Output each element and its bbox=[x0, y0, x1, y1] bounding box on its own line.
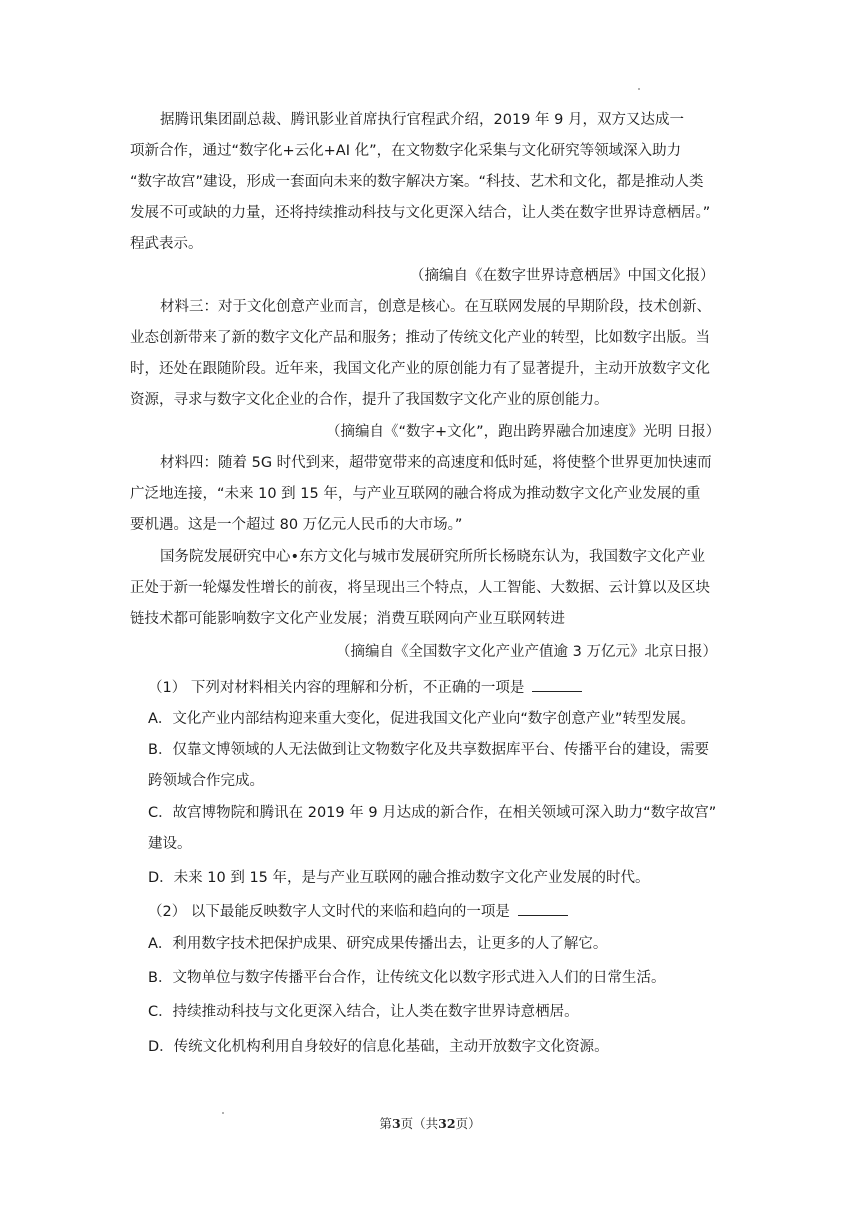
answer-blank bbox=[532, 677, 582, 692]
paragraph-line: 链技术都可能影响数字文化产业发展；消费互联网向产业互联网转进 bbox=[130, 611, 565, 627]
source-citation: （摘编自《在数字世界诗意栖居》中国文化报） bbox=[410, 268, 715, 284]
total-page-count: 32 bbox=[438, 1116, 456, 1131]
paragraph-line: 材料三：对于文化创意产业而言，创意是核心。在互联网发展的早期阶段，技术创新、 bbox=[160, 299, 711, 315]
question-2-text: （2） 以下最能反映数字人文时代的来临和趋向的一项是 bbox=[148, 904, 510, 920]
paragraph-line: 项新合作，通过“数字化+云化+AI 化”，在文物数字化采集与文化研究等领域深入助力 bbox=[130, 143, 682, 159]
footer-mid: 页（共 bbox=[400, 1116, 439, 1131]
current-page-number: 3 bbox=[391, 1116, 401, 1131]
paragraph-line: 要机遇。这是一个超过 80 万亿元人民币的大市场。” bbox=[130, 517, 463, 533]
paragraph-line: 国务院发展研究中心•东方文化与城市发展研究所所长杨晓东认为，我国数字文化产业 bbox=[160, 549, 706, 565]
footer-prefix: 第 bbox=[379, 1116, 392, 1131]
question-2-option-b: B．文物单位与数字传播平台合作，让传统文化以数字形式进入人们的日常生活。 bbox=[148, 970, 666, 986]
question-1-stem bbox=[148, 677, 582, 698]
question-1-option-b: B．仅靠文博领域的人无法做到让文物数字化及共享数据库平台、传播平台的建设，需要 bbox=[148, 742, 709, 758]
question-1-option-c-cont: 建设。 bbox=[148, 836, 192, 852]
paragraph-line: 程武表示。 bbox=[130, 236, 203, 252]
paragraph-line: 发展不可或缺的力量，还将持续推动科技与文化更深入结合，让人类在数字世界诗意栖居。” bbox=[130, 205, 711, 221]
paragraph-line: 资源，寻求与数字文化企业的合作，提升了我国数字文化产业的原创能力。 bbox=[130, 392, 609, 408]
answer-blank bbox=[518, 901, 568, 916]
question-2-option-a: A．利用数字技术把保护成果、研究成果传播出去，让更多的人了解它。 bbox=[148, 936, 608, 952]
question-1-option-d: D．未来 10 到 15 年，是与产业互联网的融合推动数字文化产业发展的时代。 bbox=[148, 870, 650, 886]
question-1-option-c: C．故宫博物院和腾讯在 2019 年 9 月达成的新合作，在相关领域可深入助力“数字故宫” bbox=[148, 805, 717, 821]
question-1-text: （1） 下列对材料相关内容的理解和分析，不正确的一项是 bbox=[148, 680, 525, 696]
question-2-option-d: D．传统文化机构利用自身较好的信息化基础，主动开放数字文化资源。 bbox=[148, 1039, 609, 1055]
paragraph-line: 据腾讯集团副总裁、腾讯影业首席执行官程武介绍，2019 年 9 月，双方又达成一 bbox=[160, 112, 684, 128]
page-footer bbox=[0, 1114, 860, 1132]
question-2-stem bbox=[148, 901, 568, 922]
paragraph-line: 业态创新带来了新的数字文化产品和服务；推动了传统文化产业的转型，比如数字出版。当 bbox=[130, 330, 710, 346]
paragraph-line: 材料四：随着 5G 时代到来，超带宽带来的高速度和低时延，将使整个世界更加快速而 bbox=[160, 455, 712, 471]
question-2-option-c: C．持续推动科技与文化更深入结合，让人类在数字世界诗意栖居。 bbox=[148, 1004, 579, 1020]
footer-suffix: 页） bbox=[455, 1116, 481, 1131]
paragraph-line: “数字故宫”建设，形成一套面向未来的数字解决方案。“科技、艺术和文化，都是推动人类 bbox=[130, 174, 704, 190]
paragraph-line: 时，还处在跟随阶段。近年来，我国文化产业的原创能力有了显著提升，主动开放数字文化 bbox=[130, 361, 710, 377]
source-citation: （摘编自《“数字+文化”，跑出跨界融合加速度》光明 日报） bbox=[326, 424, 721, 440]
source-citation: （摘编自《全国数字文化产业产值逾 3 万亿元》北京日报） bbox=[336, 644, 717, 660]
paragraph-line: 广泛地连接，“未来 10 到 15 年，与产业互联网的融合将成为推动数字文化产业发展的重 bbox=[130, 486, 701, 502]
paragraph-line: 正处于新一轮爆发性增长的前夜，将呈现出三个特点，人工智能、大数据、云计算以及区块 bbox=[130, 580, 710, 596]
question-1-option-a: A．文化产业内部结构迎来重大变化，促进我国文化产业向“数字创意产业”转型发展。 bbox=[148, 711, 695, 727]
question-1-option-b-cont: 跨领域合作完成。 bbox=[148, 773, 264, 789]
stray-dot bbox=[638, 88, 640, 90]
